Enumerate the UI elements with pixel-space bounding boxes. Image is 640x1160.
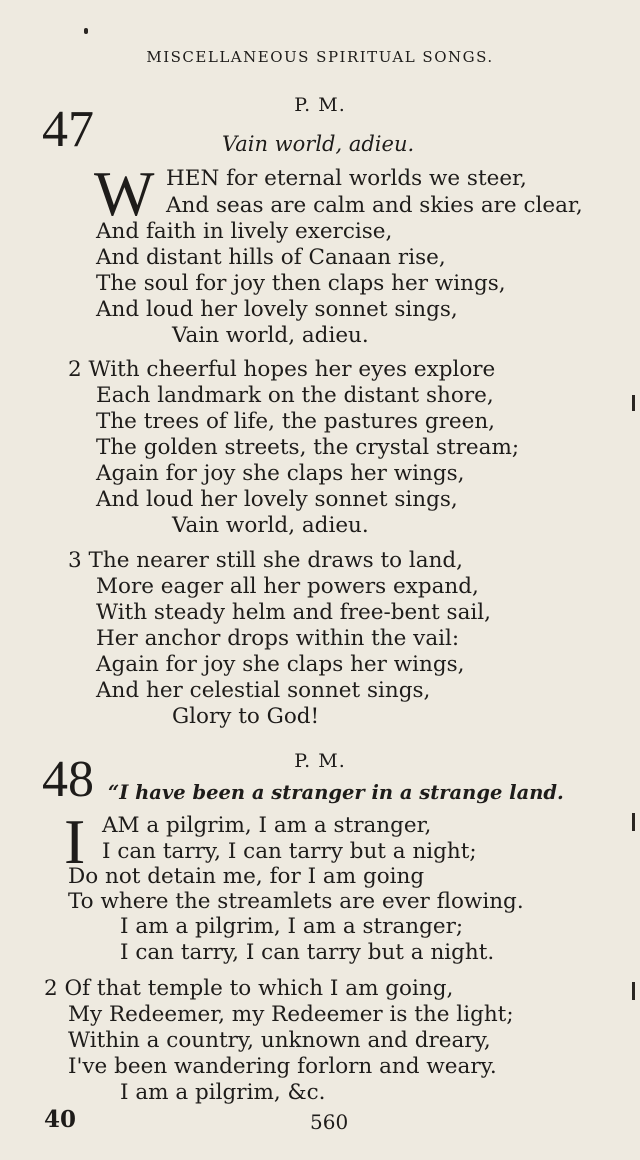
verse-line: HEN for eternal worlds we steer, [166,166,527,191]
hymn-subtitle: “I have been a stranger in a strange land. [108,781,564,804]
verse-line: My Redeemer, my Redeemer is the light; [68,1002,514,1027]
verse-line: To where the streamlets are ever flowing. [68,889,524,914]
verse-line: And loud her lovely sonnet sings, [96,487,458,512]
verse-line: 2 Of that temple to which I am going, [44,976,454,1001]
running-header: MISCELLANEOUS SPIRITUAL SONGS. [146,48,494,66]
drop-capital: I [64,806,86,877]
verse-line: 2 With cheerful hopes her eyes explore [68,357,496,382]
margin-bleed-mark [632,813,635,831]
verse-line: I am a pilgrim, I am a stranger; [120,914,464,939]
margin-bleed-mark [632,395,635,411]
verse-line: Do not detain me, for I am going [68,864,425,889]
margin-bleed-mark [632,982,635,1000]
verse-line: And her celestial sonnet sings, [96,678,431,703]
hymn-subtitle: Vain world, adieu. [222,132,415,156]
hymn-number: 48 [42,751,94,808]
verse-line: Vain world, adieu. [172,323,369,348]
verse-line: I can tarry, I can tarry but a night. [120,940,495,965]
ink-speck [84,28,88,34]
verse-line: Her anchor drops within the vail: [96,626,460,651]
hymn-number: 47 [42,101,94,158]
verse-line: Glory to God! [172,704,320,729]
page-number: 560 [310,1110,349,1134]
hymn-meter: P. M. [294,94,346,116]
verse-line: And distant hills of Canaan rise, [96,245,446,270]
verse-line: Again for joy she claps her wings, [96,652,465,677]
verse-line: The golden streets, the crystal stream; [96,435,520,460]
verse-line: I can tarry, I can tarry but a night; [102,839,477,864]
verse-line: I've been wandering forlorn and weary. [68,1054,497,1079]
verse-line: With steady helm and free-bent sail, [96,600,491,625]
verse-line: AM a pilgrim, I am a stranger, [102,813,432,838]
verse-line: And loud her lovely sonnet sings, [96,297,458,322]
hymn-meter: P. M. [294,750,346,772]
signature-mark: 40 [44,1106,77,1133]
verse-line: 3 The nearer still she draws to land, [68,548,464,573]
verse-line: I am a pilgrim, &c. [120,1080,326,1105]
verse-line: Again for joy she claps her wings, [96,461,465,486]
verse-line: And seas are calm and skies are clear, [166,193,583,218]
verse-line: And faith in lively exercise, [96,219,393,244]
verse-line: Within a country, unknown and dreary, [68,1028,491,1053]
verse-line: Vain world, adieu. [172,513,369,538]
verse-line: The trees of life, the pastures green, [96,409,495,434]
verse-line: More eager all her powers expand, [96,574,479,599]
drop-capital: W [94,158,155,229]
verse-line: The soul for joy then claps her wings, [96,271,506,296]
verse-line: Each landmark on the distant shore, [96,383,494,408]
